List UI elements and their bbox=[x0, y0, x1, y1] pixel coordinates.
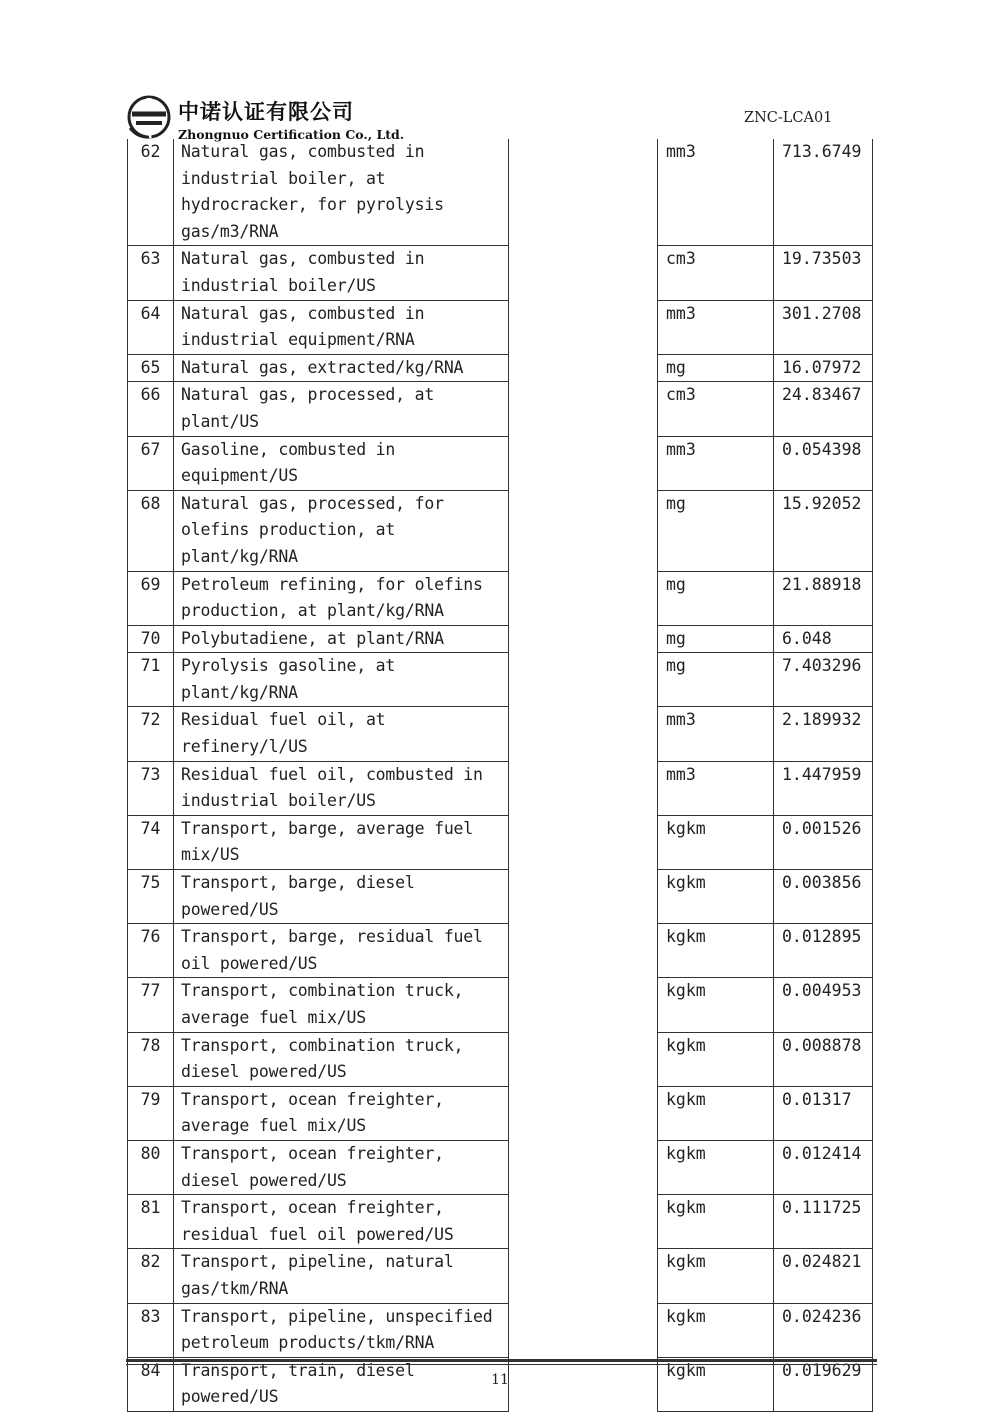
table-row bbox=[128, 1086, 873, 1140]
unit-cell: mg bbox=[658, 354, 774, 382]
unit-cell: kgkm bbox=[658, 1032, 774, 1086]
value-cell: 0.01317 bbox=[774, 1086, 873, 1140]
value-cell: 19.73503 bbox=[774, 246, 873, 300]
value-cell: 301.2708 bbox=[774, 300, 873, 354]
unit-cell: mm3 bbox=[658, 707, 774, 761]
process-name: Transport, combination truck, diesel powered/US bbox=[174, 1032, 509, 1086]
table-row bbox=[128, 1140, 873, 1194]
row-number: 81 bbox=[128, 1195, 174, 1249]
row-number: 77 bbox=[128, 978, 174, 1032]
table-row bbox=[128, 653, 873, 707]
process-name: Transport, pipeline, unspecified petroleum products/tkm/RNA bbox=[174, 1303, 509, 1357]
empty-cell bbox=[509, 1303, 658, 1357]
row-number: 63 bbox=[128, 246, 174, 300]
value-cell: 0.054398 bbox=[774, 436, 873, 490]
empty-cell bbox=[509, 1195, 658, 1249]
table-row bbox=[128, 815, 873, 869]
process-name: Transport, train, diesel powered/US bbox=[174, 1357, 509, 1411]
unit-cell: mm3 bbox=[658, 761, 774, 815]
inventory-table bbox=[127, 139, 873, 1412]
process-name: Petroleum refining, for olefins production, at plant/kg/RNA bbox=[174, 571, 509, 625]
value-cell: 0.012414 bbox=[774, 1140, 873, 1194]
unit-cell: kgkm bbox=[658, 1086, 774, 1140]
value-cell: 16.07972 bbox=[774, 354, 873, 382]
empty-cell bbox=[509, 300, 658, 354]
empty-cell bbox=[509, 978, 658, 1032]
row-number: 64 bbox=[128, 300, 174, 354]
row-number: 72 bbox=[128, 707, 174, 761]
empty-cell bbox=[509, 870, 658, 924]
row-number: 75 bbox=[128, 870, 174, 924]
table-row bbox=[128, 354, 873, 382]
value-cell: 6.048 bbox=[774, 625, 873, 653]
row-number: 82 bbox=[128, 1249, 174, 1303]
table-row bbox=[128, 761, 873, 815]
empty-cell bbox=[509, 1086, 658, 1140]
company-name-english: Zhongnuo Certification Co., Ltd. bbox=[178, 127, 405, 142]
value-cell: 0.012895 bbox=[774, 924, 873, 978]
empty-cell bbox=[509, 490, 658, 571]
unit-cell: cm3 bbox=[658, 246, 774, 300]
empty-cell bbox=[509, 246, 658, 300]
empty-cell bbox=[509, 653, 658, 707]
row-number: 84 bbox=[128, 1357, 174, 1411]
process-name: Natural gas, extracted/kg/RNA bbox=[174, 354, 509, 382]
empty-cell bbox=[509, 1140, 658, 1194]
zhongnuo-logo-icon bbox=[126, 94, 172, 140]
empty-cell bbox=[509, 815, 658, 869]
empty-cell bbox=[509, 436, 658, 490]
row-number: 68 bbox=[128, 490, 174, 571]
value-cell: 0.111725 bbox=[774, 1195, 873, 1249]
document-code: ZNC-LCA01 bbox=[744, 110, 833, 126]
process-name: Transport, combination truck, average fuel mix/US bbox=[174, 978, 509, 1032]
process-name: Natural gas, processed, at plant/US bbox=[174, 382, 509, 436]
process-name: Natural gas, combusted in industrial equipment/RNA bbox=[174, 300, 509, 354]
row-number: 69 bbox=[128, 571, 174, 625]
row-number: 79 bbox=[128, 1086, 174, 1140]
inventory-table-body bbox=[128, 139, 873, 1411]
row-number: 65 bbox=[128, 354, 174, 382]
empty-cell bbox=[509, 707, 658, 761]
unit-cell: kgkm bbox=[658, 1303, 774, 1357]
process-name: Gasoline, combusted in equipment/US bbox=[174, 436, 509, 490]
unit-cell: mg bbox=[658, 490, 774, 571]
table-row bbox=[128, 1032, 873, 1086]
unit-cell: kgkm bbox=[658, 1195, 774, 1249]
unit-cell: mm3 bbox=[658, 139, 774, 246]
unit-cell: kgkm bbox=[658, 1357, 774, 1411]
value-cell: 0.019629 bbox=[774, 1357, 873, 1411]
empty-cell bbox=[509, 625, 658, 653]
value-cell: 7.403296 bbox=[774, 653, 873, 707]
row-number: 76 bbox=[128, 924, 174, 978]
empty-cell bbox=[509, 1032, 658, 1086]
table-row bbox=[128, 139, 873, 246]
footer-rule-thin bbox=[126, 1364, 877, 1365]
value-cell: 2.189932 bbox=[774, 707, 873, 761]
unit-cell: mm3 bbox=[658, 436, 774, 490]
table-row bbox=[128, 382, 873, 436]
unit-cell: kgkm bbox=[658, 1140, 774, 1194]
footer-rule bbox=[126, 1359, 877, 1362]
table-row bbox=[128, 625, 873, 653]
row-number: 66 bbox=[128, 382, 174, 436]
unit-cell: kgkm bbox=[658, 1249, 774, 1303]
row-number: 83 bbox=[128, 1303, 174, 1357]
row-number: 80 bbox=[128, 1140, 174, 1194]
process-name: Transport, ocean freighter, diesel powered/US bbox=[174, 1140, 509, 1194]
unit-cell: mg bbox=[658, 653, 774, 707]
process-name: Natural gas, processed, for olefins production, at plant/kg/RNA bbox=[174, 490, 509, 571]
value-cell: 1.447959 bbox=[774, 761, 873, 815]
value-cell: 0.008878 bbox=[774, 1032, 873, 1086]
value-cell: 15.92052 bbox=[774, 490, 873, 571]
process-name: Polybutadiene, at plant/RNA bbox=[174, 625, 509, 653]
page-number: 11 bbox=[491, 1372, 509, 1388]
row-number: 70 bbox=[128, 625, 174, 653]
unit-cell: kgkm bbox=[658, 870, 774, 924]
table-row bbox=[128, 870, 873, 924]
value-cell: 0.024236 bbox=[774, 1303, 873, 1357]
process-name: Transport, ocean freighter, residual fuel oil powered/US bbox=[174, 1195, 509, 1249]
table-row bbox=[128, 436, 873, 490]
row-number: 74 bbox=[128, 815, 174, 869]
value-cell: 0.003856 bbox=[774, 870, 873, 924]
value-cell: 21.88918 bbox=[774, 571, 873, 625]
value-cell: 713.6749 bbox=[774, 139, 873, 246]
table-row bbox=[128, 246, 873, 300]
table-row bbox=[128, 300, 873, 354]
row-number: 71 bbox=[128, 653, 174, 707]
value-cell: 0.024821 bbox=[774, 1249, 873, 1303]
company-header bbox=[126, 92, 405, 142]
empty-cell bbox=[509, 382, 658, 436]
value-cell: 0.001526 bbox=[774, 815, 873, 869]
empty-cell bbox=[509, 761, 658, 815]
unit-cell: kgkm bbox=[658, 978, 774, 1032]
table-row bbox=[128, 490, 873, 571]
unit-cell: mg bbox=[658, 625, 774, 653]
process-name: Natural gas, combusted in industrial boiler, at hydrocracker, for pyrolysis gas/m3/RNA bbox=[174, 139, 509, 246]
row-number: 62 bbox=[128, 139, 174, 246]
table-row bbox=[128, 1303, 873, 1357]
value-cell: 24.83467 bbox=[774, 382, 873, 436]
value-cell: 0.004953 bbox=[774, 978, 873, 1032]
process-name: Transport, pipeline, natural gas/tkm/RNA bbox=[174, 1249, 509, 1303]
table-row bbox=[128, 1249, 873, 1303]
process-name: Transport, barge, average fuel mix/US bbox=[174, 815, 509, 869]
empty-cell bbox=[509, 924, 658, 978]
table-row bbox=[128, 571, 873, 625]
empty-cell bbox=[509, 354, 658, 382]
process-name: Natural gas, combusted in industrial boiler/US bbox=[174, 246, 509, 300]
row-number: 73 bbox=[128, 761, 174, 815]
unit-cell: kgkm bbox=[658, 924, 774, 978]
process-name: Transport, barge, diesel powered/US bbox=[174, 870, 509, 924]
empty-cell bbox=[509, 139, 658, 246]
row-number: 67 bbox=[128, 436, 174, 490]
unit-cell: cm3 bbox=[658, 382, 774, 436]
unit-cell: kgkm bbox=[658, 815, 774, 869]
empty-cell bbox=[509, 571, 658, 625]
process-name: Residual fuel oil, at refinery/l/US bbox=[174, 707, 509, 761]
table-row bbox=[128, 978, 873, 1032]
table-row bbox=[128, 707, 873, 761]
table-row bbox=[128, 1195, 873, 1249]
process-name: Transport, ocean freighter, average fuel mix/US bbox=[174, 1086, 509, 1140]
process-name: Pyrolysis gasoline, at plant/kg/RNA bbox=[174, 653, 509, 707]
table-row bbox=[128, 924, 873, 978]
process-name: Transport, barge, residual fuel oil powered/US bbox=[174, 924, 509, 978]
empty-cell bbox=[509, 1249, 658, 1303]
row-number: 78 bbox=[128, 1032, 174, 1086]
unit-cell: mm3 bbox=[658, 300, 774, 354]
process-name: Residual fuel oil, combusted in industrial boiler/US bbox=[174, 761, 509, 815]
company-name-chinese: 中诺认证有限公司 bbox=[178, 100, 354, 124]
unit-cell: mg bbox=[658, 571, 774, 625]
